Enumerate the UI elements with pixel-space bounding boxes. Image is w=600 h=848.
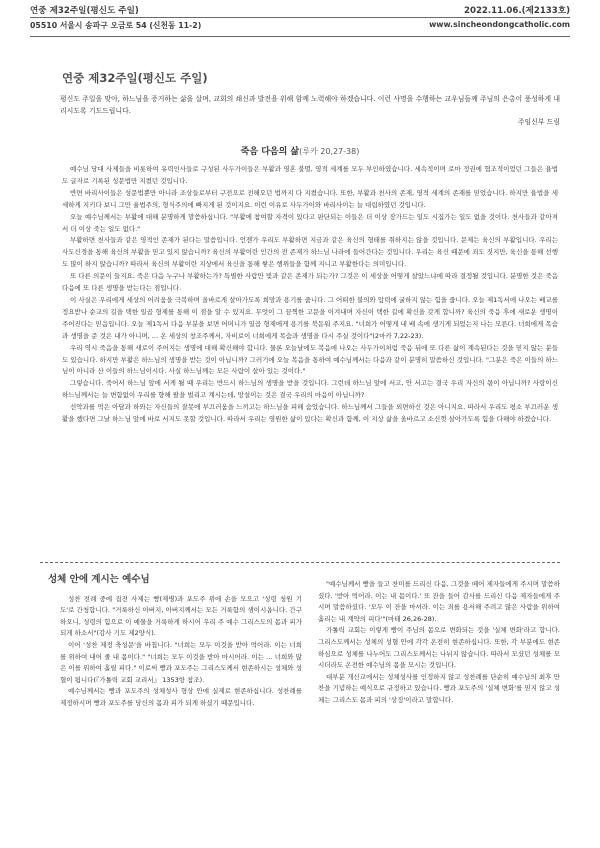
article1-paragraph: 부활하면 천사들과 같은 영적인 존재가 된다는 말씀입니다. 언젠가 우리도 부활하면 지금과 같은 육신의 형태를 취하지는 않을 것입니다. 문제는 육신의 부활입니다. 우리는 사도신경을 통해 육신의 부활을 믿고 있지 않습니까? 육신의 부활이란 인간의 전 존재가 하느님 나라에 들어간다는 것입니다. 우리는 육신 때문에 죄도 짓지만, 육신을 통해 선행도 많이 하지 않습니까? 따라서 육신의 부활이란 지상에서 육신을 통해 쌓은 행위들을 함께 지니고 부활한다는 의미입니다. bbox=[62, 236, 558, 269]
article1-paragraph: 우리 역시 죽음을 통해 새로이 주어지는 생명에 대해 확신해야 합니다. 물론 오늘날에도 복음에 나오는 사두가이처럼 죽음 뒤에 또 다른 삶이 계속된다는 것을 믿지 않는 분들도 있습니다. 하지만 부활은 하느님의 생명을 받는 것이 아닙니까? 그러기에 오늘 복음을 통하여 예수님께서는 다음과 같이 분명히 말씀하신 것입니다. "그분은 죽은 이들의 하느님이 아니라 산 이들의 하느님이시다. 사실 하느님께는 모든 사람이 살아 있는 것이다." bbox=[62, 343, 558, 376]
header-left-title: 연중 제32주일(평신도 주일) bbox=[30, 6, 139, 16]
intro-text: 평신도 주일을 맞아, 하느님을 증거하는 삶을 살며, 교회의 쇄신과 발전을 위해 함께 노력해야 하겠습니다. 이런 사명을 수행하는 교우님들께 주님의 은총이 풍성하게 내리시도록 기도드립니다. bbox=[60, 95, 560, 115]
article1-paragraph: 예수님 당대 사제들을 비롯하여 유력인사들로 구성된 사두가이들은 부활과 영혼 불멸, 영적 세계를 모두 부인하였습니다. 세속적이며 로마 정권에 협조적이었던 그들은 율법도 글자로 기록된 성문법만 지켰던 것입니다. bbox=[62, 165, 558, 185]
article1-paragraph: 오늘 예수님께서는 부활에 대해 분명하게 말씀하십니다. "부활에 참여할 자격이 있다고 판단되는 이들은 더 이상 장가드는 일도 시집가는 일도 없을 것이다. 천사들과 같아져서 더 이상 죽는 일도 없다." bbox=[62, 212, 558, 233]
sub-header bbox=[30, 20, 570, 37]
article2-title: 성체 안에 계시는 예수님 bbox=[48, 574, 150, 585]
article2-paragraph: 성찬 전례 중에 집전 사제는 빵(제병)과 포도주 위에 손을 모으고 '성령 청원 기도'로 간청합니다. "거룩하신 아버지, 아버지께서는 모든 거룩함의 샘이시옵니다. 간구하오니, 성령의 힘으로 이 예물을 거룩하게 하시어 우리 주 예수 그리스도의 몸과 피가 되게 하소서"(감사 기도 제2양식). bbox=[60, 594, 302, 638]
article1-paragraph: 선악과를 먹은 아담과 하와는 자신들의 잘못에 부끄러움을 느끼고는 하느님을 피해 숨었습니다. 하느님께서 그들을 외면하신 것은 아니지요. 따라서 우리도 평소 부끄러운 생활을 했다면 그날 하느님 앞에 바로 서지도 못할 것입니다. 따라서 우리는 영원한 삶이 있다는 확신과 함께, 이 지상 삶을 올바르고 소신껏 살아가도록 힘을 다해야 하겠습니다. bbox=[62, 403, 558, 424]
header-address: 05510 서울시 송파구 오금로 54 (신천동 11-2) bbox=[30, 21, 202, 30]
article2 bbox=[48, 574, 560, 710]
article2-paragraph: 이어 '성찬 제정 축성문'을 바칩니다. "너희는 모두 이것을 받아 먹어라. 이는 너희를 위하여 내어 줄 내 몸이다." "너희는 모두 이것을 받아 마시어라. 이는 … 너희와 많은 이를 위하여 흘릴 피다." 이로써 빵과 포도주는 그리스도께서 현존하시는 성체와 성혈이 됩니다(『가톨릭 교회 교리서』 1353항 참조). bbox=[60, 640, 302, 684]
header-website[interactable]: www.sincheondongcatholic.com bbox=[429, 20, 570, 29]
intro-signature: 주임신부 드림 bbox=[517, 118, 560, 126]
article1-heading bbox=[0, 144, 600, 157]
article1-paragraph: 이 사실은 우리에게 세상의 어려움을 극복하며 올바르게 살아가도록 희망과 용기를 줍니다. 그 어떠한 불의와 압력에 굴하지 않는 힘을 줍니다. 오늘 제1독서에 나오는 베교를 정요받나 순교의 길을 택한 일곱 형제를 통해 이 점을 알 수 있지요. 무엇이 그 끔찍한 고문을 이겨내며 자신이 택한 길에 확신을 갖게 합니까? 육신의 죽음 후에 새로운 생명이 주어진다는 믿음입니다. 오늘 제1독서 다음 부분을 보면 어머니가 일곱 형제에게 용기를 북돋워 주지요. "너희가 어떻게 내 배 속에 생기게 되었는지 나는 모른다. 너희에게 목숨과 생명을 준 것은 내가 아니며, … 온 세상의 창조주께서, 자비로이 너희에게 목숨과 생명을 다시 주실 것이다"(2마카 7,22-23). bbox=[62, 295, 558, 340]
article1-body bbox=[62, 164, 558, 426]
section-divider bbox=[40, 562, 560, 563]
header-date-issue: 2022.11.06.(제2133호) bbox=[463, 6, 570, 16]
article2-paragraph: 예수님께서는 빵과 포도주의 성체성사 형상 안에 실제로 현존하십니다. 성찬례를 제정하시며 빵과 포도주를 당신의 몸과 피가 되게 하셨기 때문입니다. bbox=[60, 687, 302, 707]
article1-paragraph: 반면 바리사이들은 성문법뿐만 아니라 조상들로부터 구전으로 전해오던 법까지 다 지켰습니다. 또한, 부활과 천사의 존재, 영적 세계의 존재를 믿었습니다. 하지만 율법을 세세하게 지키다 보니 그만 율법주의, 형식주의에 빠지게 된 것이지요. 이런 이유로 사두가이와 바리사이는 늘 대립하였던 것입니다. bbox=[62, 188, 558, 209]
article2-left-column bbox=[48, 574, 302, 710]
top-header bbox=[30, 2, 570, 18]
article2-paragraph: 대부분 개신교에서는 성체성사를 인정하지 않고 성찬례를 단순히 예수님의 최후 만찬을 기념하는 예식으로 규정하고 있습니다. 빵과 포도주의 '실체 변화'를 믿지 않고 성체는 그리스도 몸과 피의 '상징'이라고 말합니다. bbox=[318, 672, 560, 704]
article1-paragraph: 또 다른 의문이 들지요. 죽은 다음 누구나 부활하는가? 특별한 사람만 빛과 같은 존재가 되는가? 그것은 이 세상을 어떻게 살았느냐에 따라 결정될 것입니다. 분명한 것은 죽음 다음에 또 다른 생명을 받는다는 점입니다. bbox=[62, 272, 558, 293]
article2-right-column bbox=[318, 574, 560, 710]
article2-paragraph: "예수님께서 빵을 들고 찬미를 드리신 다음, 그것을 떼어 제자들에게 주시며 말씀하셨다. '받아 먹어라. 이는 내 몸이다.' 또 잔을 들어 감사를 드리신 다음 제자들에게 주시며 말씀하셨다. '모두 이 잔을 마셔라. 이는 죄를 용서해 주려고 많은 사람을 위하여 흘리는 내 계약의 피다'"(마태 26,26-28). bbox=[318, 580, 560, 623]
article1-title: 죽음 다음의 삶 bbox=[240, 147, 300, 157]
article2-paragraph: 가톨릭 교회는 이렇게 빵이 주님의 몸으로 변화되는 것을 '실체 변화'라고 합니다. 그리스도께서는 성체의 성혈 안에 각각 온전히 현존하십니다. 또한, 각 부분에도 현존하심으로 성체를 나누어도 그리스도께서는 나뉘지 않습니다. 따라서 모셨던 성체를 모시더라도 온전한 예수님의 몸을 모시는 것입니다. bbox=[318, 626, 560, 670]
article1-ref: (루카 20,27-38) bbox=[299, 147, 360, 156]
intro-title: 연중 제32주일(평신도 주일) bbox=[62, 71, 208, 85]
article1-paragraph: 그렇습니다. 죽어서 하느님 앞에 서게 될 때 우리는 반드시 하느님의 생명을 받을 것입니다. 그런데 하느님 앞에 서고, 안 서고는 결국 우리 자신의 몫이 아닙니까? 사랑이신 하느님께서는 늘 변함없이 우리를 향해 팔을 벌리고 계시는데, 망설이는 것은 결국 우리의 마음이 아닙니까? bbox=[62, 379, 558, 400]
